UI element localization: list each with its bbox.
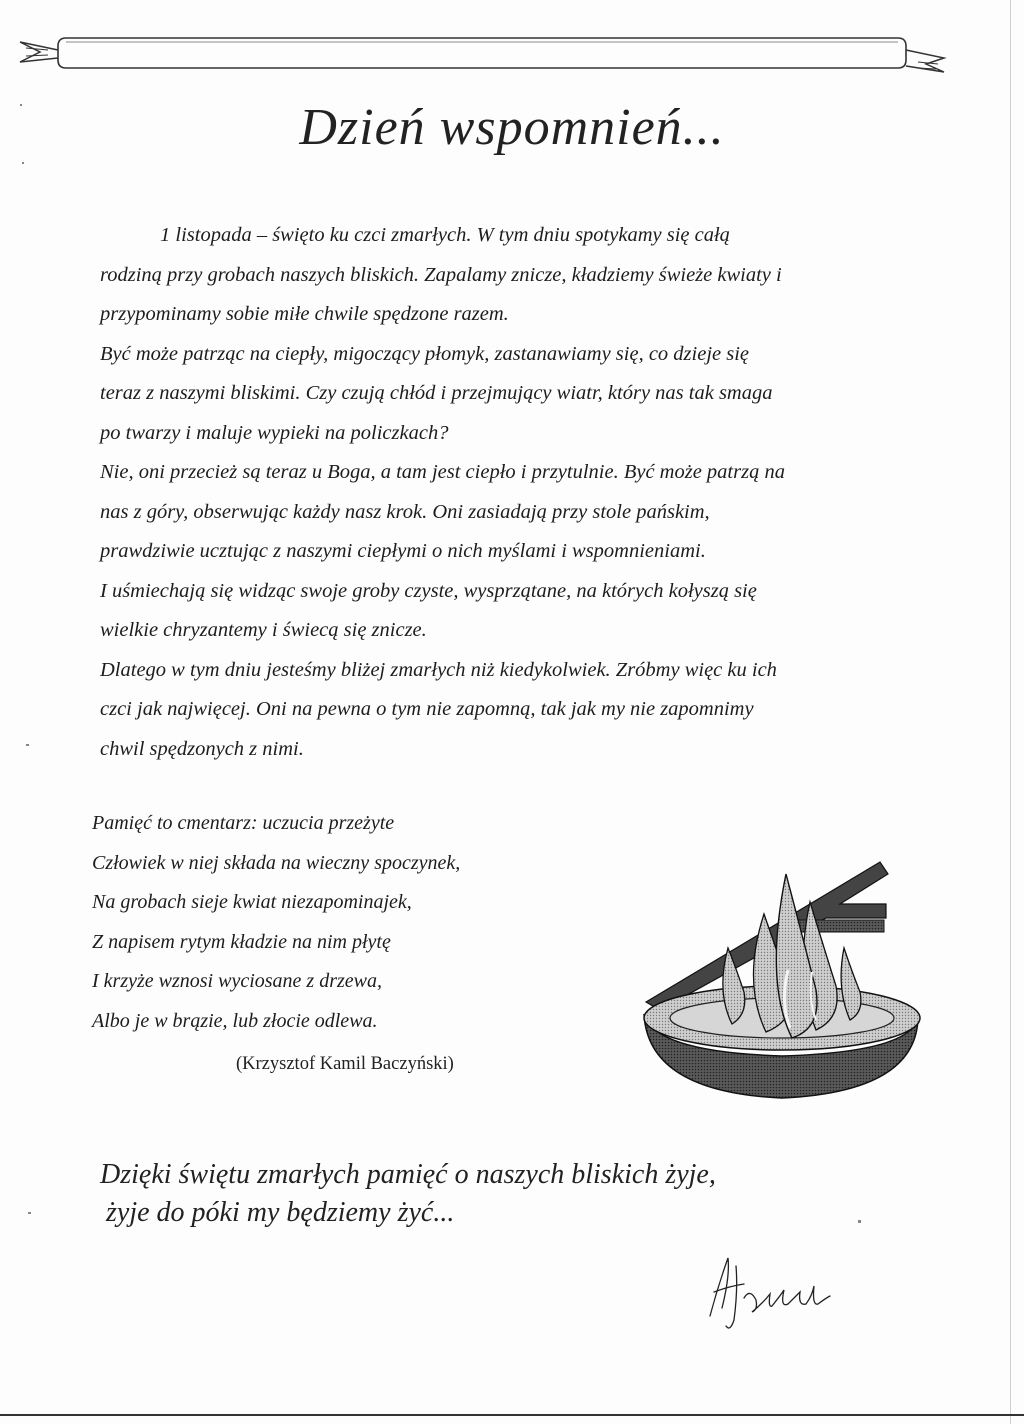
poem-line: Na grobach sieje kwiat niezapominajek, bbox=[92, 891, 412, 913]
poem-line: Z napisem rytym kładzie na nim płytę bbox=[92, 930, 391, 953]
prose-body bbox=[100, 216, 900, 769]
closing-line: Dzięki świętu zmarłych pamięć o naszych bliskich żyje, bbox=[100, 1159, 716, 1190]
prose-line: przypominamy sobie miłe chwile spędzone razem. bbox=[100, 303, 509, 325]
closing-line: żyje do póki my będziemy żyć... bbox=[106, 1197, 455, 1228]
prose-line: czci jak najwięcej. Oni na pewna o tym nie zapomną, tak jak my nie zapomnimy bbox=[100, 698, 754, 720]
prose-line: Dlatego w tym dniu jesteśmy bliżej zmarłych niż kiedykolwiek. Zróbmy więc ku ich bbox=[100, 658, 777, 681]
scan-bottom-edge bbox=[0, 1414, 1024, 1416]
poem-line: Albo je w brązie, lub złocie odlewa. bbox=[92, 1009, 378, 1032]
prose-line: rodziną przy grobach naszych bliskich. Zapalamy znicze, kładziemy świeże kwiaty i bbox=[100, 263, 782, 286]
scan-speck bbox=[26, 744, 29, 746]
scan-speck bbox=[858, 1220, 861, 1223]
poem bbox=[92, 804, 552, 1041]
prose-line: nas z góry, obserwując każdy nasz krok. Oni zasiadają przy stole pańskim, bbox=[100, 500, 710, 523]
scan-speck bbox=[20, 104, 22, 106]
handwritten-signature bbox=[700, 1246, 850, 1336]
prose-line: Nie, oni przecież są teraz u Boga, a tam jest ciepło i przytulnie. Być może patrzą na bbox=[100, 461, 785, 483]
closing-statement bbox=[100, 1156, 716, 1232]
prose-line: teraz z naszymi bliskimi. Czy czują chłód i przejmujący wiatr, który nas tak smaga bbox=[100, 382, 773, 404]
poem-line: I krzyże wznosi wyciosane z drzewa, bbox=[92, 970, 382, 992]
prose-line: wielkie chryzantemy i świecą się znicze. bbox=[100, 619, 427, 641]
prose-line: chwil spędzonych z nimi. bbox=[100, 737, 304, 760]
prose-line: I uśmiechają się widząc swoje groby czyste, wysprzątane, na których kołyszą się bbox=[100, 579, 757, 602]
prose-line: po twarzy i maluje wypieki na policzkach? bbox=[100, 421, 449, 444]
poem-author: (Krzysztof Kamil Baczyński) bbox=[236, 1054, 454, 1074]
prose-line: 1 listopada – święto ku czci zmarłych. W tym dniu spotykamy się całą bbox=[160, 224, 730, 246]
prose-line: prawdziwie ucztując z naszymi ciepłymi o nich myślami i wspomnieniami. bbox=[100, 540, 706, 562]
scan-edge bbox=[1010, 0, 1011, 1424]
page-title: Dzień wspomnień... bbox=[299, 99, 725, 156]
scroll-banner-icon bbox=[18, 28, 948, 78]
scan-speck bbox=[28, 1212, 31, 1214]
scan-speck bbox=[22, 162, 24, 164]
candle-lantern-icon bbox=[640, 852, 925, 1102]
poem-line: Pamięć to cmentarz: uczucia przeżyte bbox=[92, 812, 395, 834]
prose-line: Być może patrząc na ciepły, migoczący płomyk, zastanawiamy się, co dzieje się bbox=[100, 342, 750, 365]
poem-line: Człowiek w niej składa na wieczny spoczynek, bbox=[92, 851, 461, 874]
